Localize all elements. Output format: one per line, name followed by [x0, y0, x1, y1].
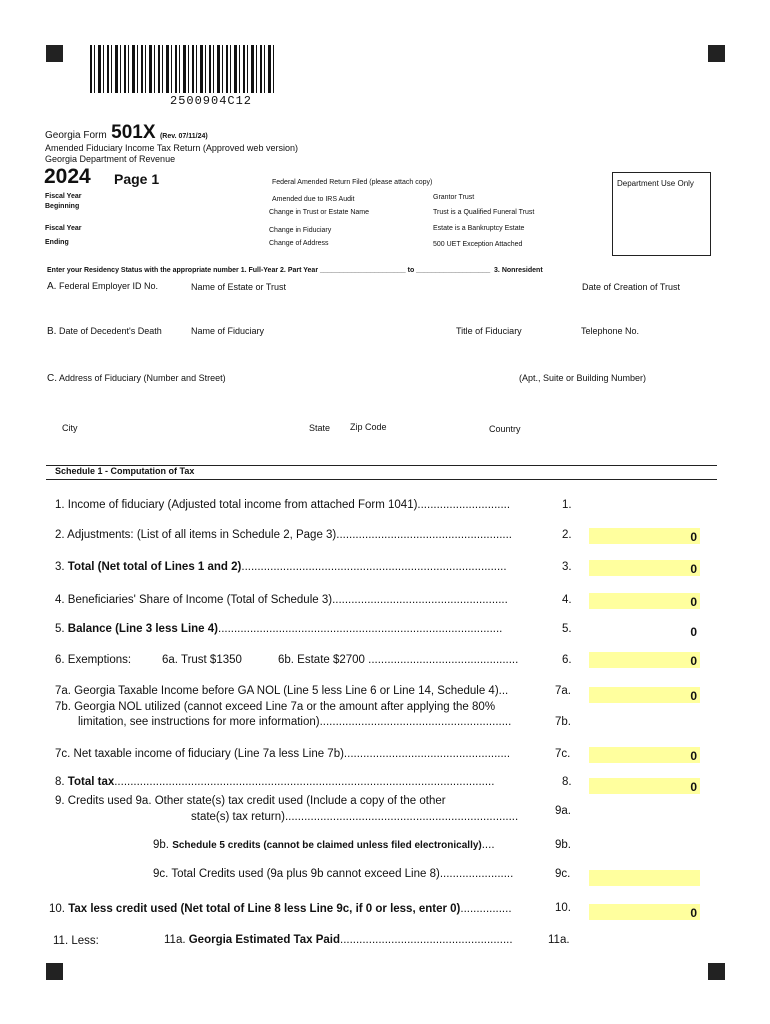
schedule-title: Schedule 1 - Computation of Tax	[55, 466, 195, 476]
fiduciary-address-field[interactable]: C. Address of Fiduciary (Number and Street)	[47, 373, 226, 384]
line-4-input[interactable]	[589, 593, 700, 609]
line-7b-label: 7b. Georgia NOL utilized (cannot exceed Line 7a or the amount after applying the 80%	[55, 701, 496, 713]
uet-exception-checkbox[interactable]: 500 UET Exception Attached	[433, 241, 523, 248]
line-9c-label: 9c. Total Credits used (9a plus 9b cannot exceed Line 8).......................	[153, 868, 514, 880]
line-10-label: 10. Tax less credit used (Net total of Line 8 less Line 9c, if 0 or less, enter 0)................	[49, 903, 512, 915]
line-10-number: 10.	[555, 902, 571, 914]
city-field[interactable]: City	[62, 423, 78, 433]
line-9a-label: 9. Credits used 9a. Other state(s) tax credit used (Include a copy of the other	[55, 795, 446, 807]
irs-audit-checkbox[interactable]: Amended due to IRS Audit	[272, 196, 355, 203]
change-trust-name-checkbox[interactable]: Change in Trust or Estate Name	[269, 209, 369, 216]
form-prefix: Georgia Form	[45, 130, 107, 141]
funeral-trust-checkbox[interactable]: Trust is a Qualified Funeral Trust	[433, 209, 535, 216]
line-4-number: 4.	[562, 594, 572, 606]
trust-creation-date-field[interactable]: Date of Creation of Trust	[582, 282, 681, 292]
decedent-death-date-field[interactable]: B. Date of Decedent's Death	[47, 326, 162, 337]
line-3-label: 3. Total (Net total of Lines 1 and 2)...................................................................................	[55, 561, 507, 573]
line-1-label: 1. Income of fiduciary (Adjusted total income from attached Form 1041).............................	[55, 499, 511, 511]
line-6a-trust-exemption: 6a. Trust $1350	[162, 654, 242, 666]
line-5-label: 5. Balance (Line 3 less Line 4).........................................................................................	[55, 623, 503, 635]
registration-mark-top-left	[46, 45, 63, 62]
line-6-number: 6.	[562, 654, 572, 666]
country-field[interactable]: Country	[489, 424, 521, 434]
line-7a-number: 7a.	[555, 685, 571, 697]
line-6-value: 0	[690, 654, 697, 668]
zip-code-field[interactable]: Zip Code	[350, 422, 387, 432]
line-2-label: 2. Adjustments: (List of all items in Schedule 2, Page 3).......................................................	[55, 529, 512, 541]
line-8-label: 8. Total tax.......................................................................................................................	[55, 776, 495, 788]
apartment-suite-field[interactable]: (Apt., Suite or Building Number)	[519, 373, 647, 383]
line-7a-value: 0	[690, 689, 697, 703]
line-6-label: 6. Exemptions:	[55, 654, 132, 666]
form-title	[45, 122, 208, 144]
line-7c-label: 7c. Net taxable income of fiduciary (Line 7a less Line 7b)....................................................	[55, 748, 511, 760]
federal-employer-id-field[interactable]: A. Federal Employer ID No.	[47, 281, 159, 292]
line-9a-number: 9a.	[555, 805, 571, 817]
line-11a-label: 11a. Georgia Estimated Tax Paid......................................................	[164, 934, 513, 946]
line-1-number: 1.	[562, 499, 572, 511]
line-6b-estate-exemption: 6b. Estate $2700 ...............................................	[278, 654, 519, 666]
line-8-input[interactable]	[589, 778, 700, 794]
change-fiduciary-checkbox[interactable]: Change in Fiduciary	[269, 227, 332, 234]
line-9b-label: 9b. Schedule 5 credits (cannot be claimed unless filed electronically)....	[153, 839, 495, 851]
fiduciary-title-field[interactable]: Title of Fiduciary	[456, 326, 522, 336]
line-3-input[interactable]	[589, 560, 700, 576]
line-4-label: 4. Beneficiaries' Share of Income (Total of Schedule 3).......................................................	[55, 594, 508, 606]
line-9b-number: 9b.	[555, 839, 571, 851]
line-3-value: 0	[690, 562, 697, 576]
line-10-value: 0	[690, 906, 697, 920]
line-7c-number: 7c.	[555, 748, 571, 760]
line-7b-number: 7b.	[555, 716, 571, 728]
line-7c-input[interactable]	[589, 747, 700, 763]
residency-status-line[interactable]: Enter your Residency Status with the appropriate number 1. Full-Year 2. Part Year ______________________ to ___________________ 3. Nonresident	[47, 267, 543, 274]
line-2-number: 2.	[562, 529, 572, 541]
grantor-trust-checkbox[interactable]: Grantor Trust	[433, 194, 475, 201]
line-6-input[interactable]	[589, 652, 700, 668]
barcode	[90, 45, 274, 93]
line-8-number: 8.	[562, 776, 572, 788]
line-8-value: 0	[690, 780, 697, 794]
line-9a-label-continued: state(s) tax return).........................................................................	[191, 811, 519, 823]
form-revision: (Rev. 07/11/24)	[159, 133, 208, 140]
department-use-label: Department Use Only	[617, 179, 694, 188]
fiduciary-name-field[interactable]: Name of Fiduciary	[191, 326, 265, 336]
line-9c-input[interactable]	[589, 870, 700, 886]
line-11a-number: 11a.	[548, 934, 570, 946]
line-7a-label: 7a. Georgia Taxable Income before GA NOL (Line 5 less Line 6 or Line 14, Schedule 4)...	[55, 685, 509, 697]
line-7a-input[interactable]	[589, 687, 700, 703]
line-7b-label-continued: limitation, see instructions for more information)............................................................	[78, 716, 512, 728]
registration-mark-bottom-right	[708, 963, 725, 980]
federal-amended-return-checkbox[interactable]: Federal Amended Return Filed (please attach copy)	[272, 179, 433, 186]
form-subtitle: Amended Fiduciary Income Tax Return (Approved web version)	[45, 143, 298, 153]
line-5-value: 0	[690, 625, 697, 639]
change-address-checkbox[interactable]: Change of Address	[269, 240, 329, 247]
line-2-value: 0	[690, 530, 697, 544]
state-field[interactable]: State	[309, 423, 331, 433]
fiscal-year-ending-label: Fiscal Year Ending	[45, 225, 82, 246]
estate-trust-name-field[interactable]: Name of Estate or Trust	[191, 282, 287, 292]
line-4-value: 0	[690, 595, 697, 609]
telephone-field[interactable]: Telephone No.	[581, 326, 640, 336]
line-10-input[interactable]	[589, 904, 700, 920]
schedule-bottom-rule	[46, 479, 717, 480]
form-number: 501X	[111, 122, 156, 143]
barcode-number: 2500904C12	[170, 94, 253, 108]
fiscal-year-beginning-label: Fiscal Year Beginning	[45, 193, 82, 210]
line-2-input[interactable]	[589, 528, 700, 544]
registration-mark-top-right	[708, 45, 725, 62]
department-name: Georgia Department of Revenue	[45, 154, 176, 164]
tax-year: 2024	[44, 165, 91, 188]
line-7c-value: 0	[690, 749, 697, 763]
page-label: Page 1	[114, 171, 160, 187]
line-3-number: 3.	[562, 561, 572, 573]
registration-mark-bottom-left	[46, 963, 63, 980]
line-9c-number: 9c.	[555, 868, 571, 880]
line-5-number: 5.	[562, 623, 572, 635]
bankruptcy-estate-checkbox[interactable]: Estate is a Bankruptcy Estate	[433, 225, 525, 232]
line-11-label: 11. Less:	[53, 935, 99, 947]
